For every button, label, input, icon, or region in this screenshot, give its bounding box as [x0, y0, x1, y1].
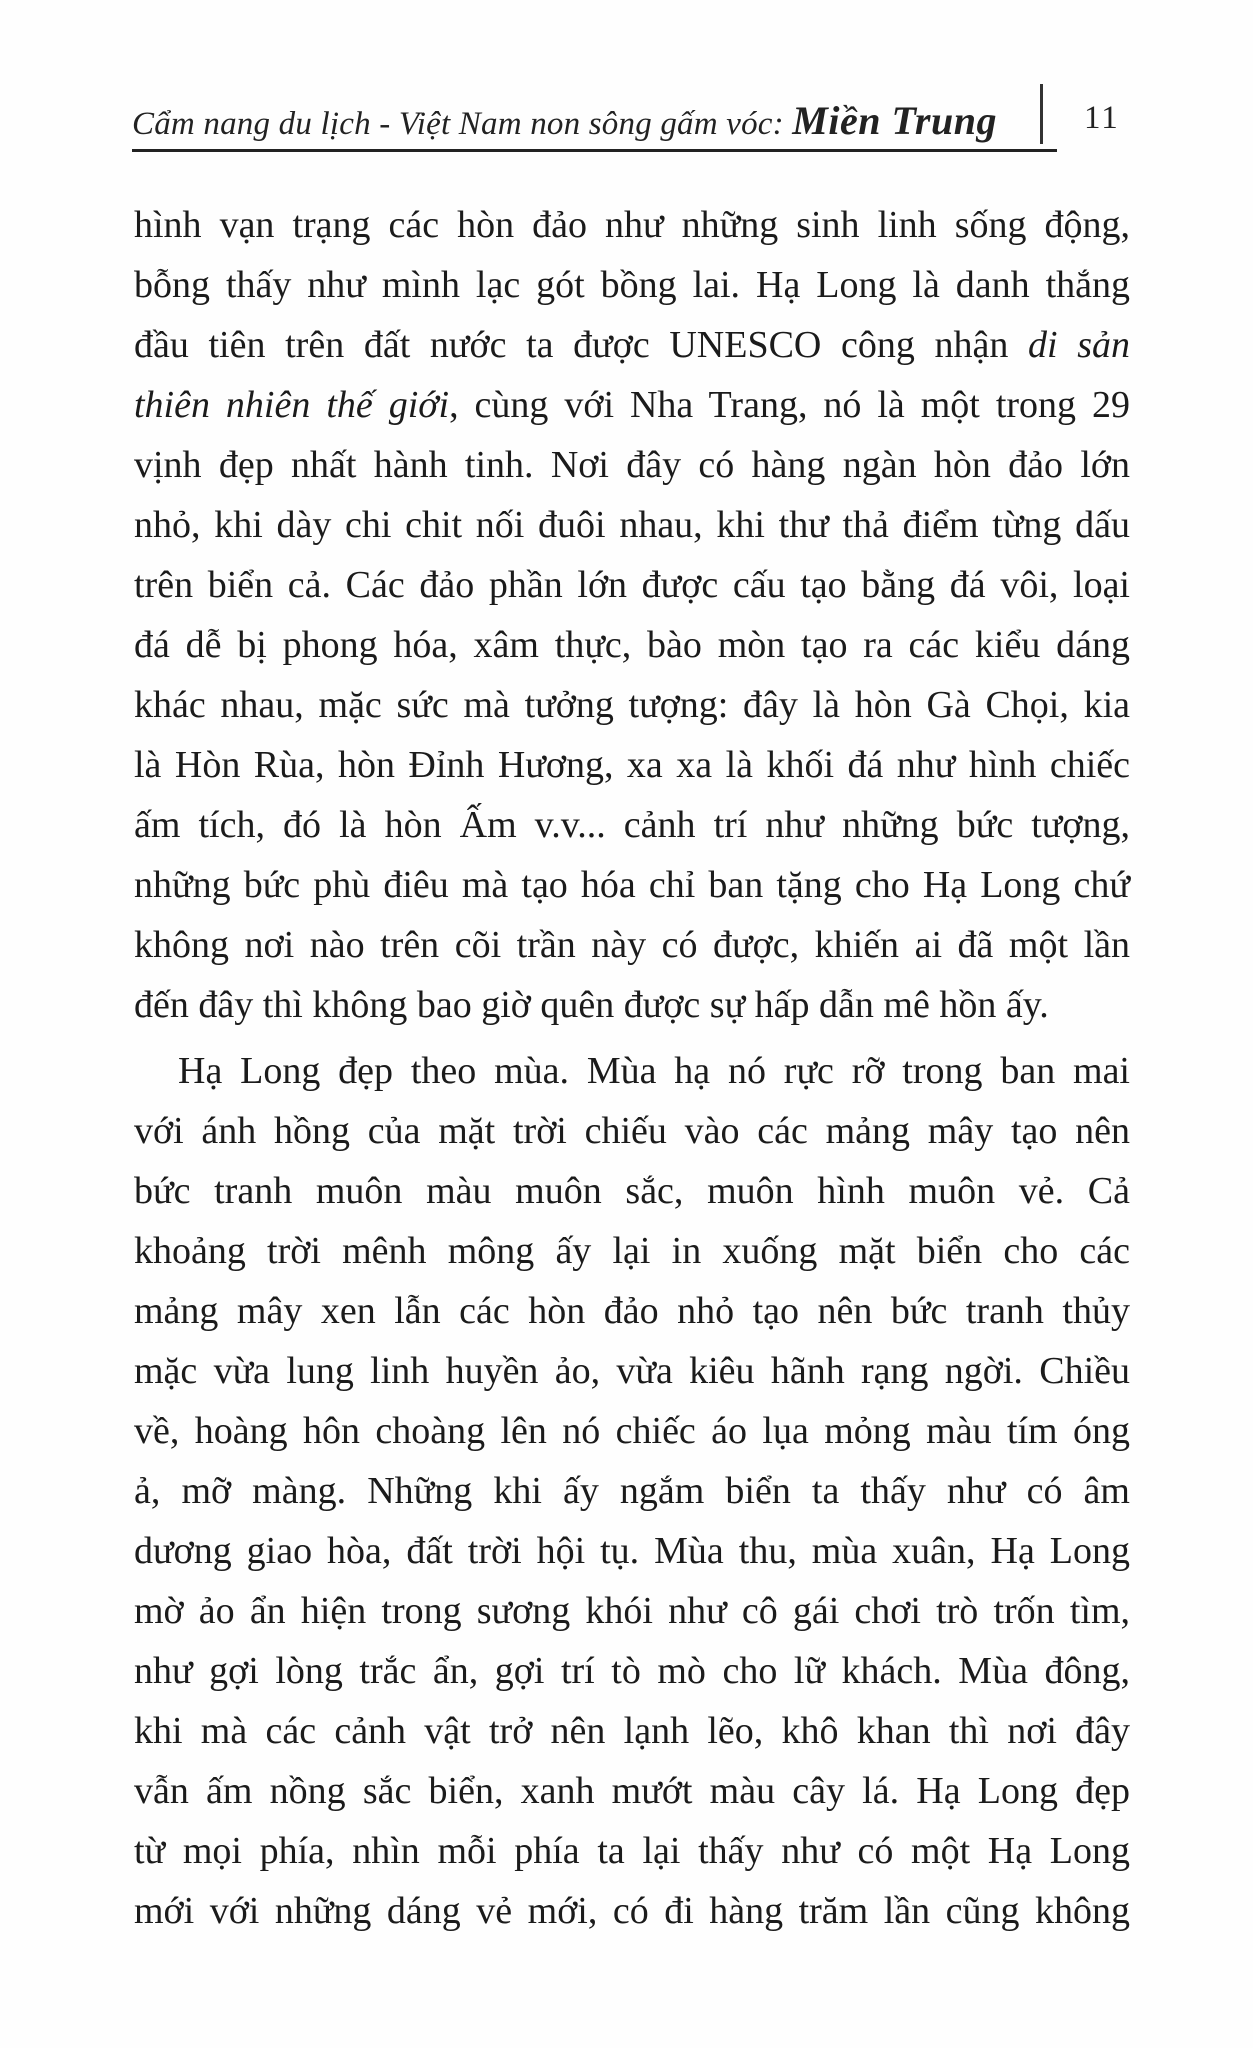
text-line — [134, 1401, 1130, 1461]
text-segment: mờ ảo ẩn hiện trong sương khói như cô gái chơi trò trốn tìm, — [134, 1590, 1130, 1632]
text-line — [134, 555, 1130, 615]
text-line — [134, 1041, 1130, 1101]
text-line — [134, 255, 1130, 315]
italic-text: di sản — [1028, 324, 1130, 366]
text-line — [134, 735, 1130, 795]
header-divider — [1040, 84, 1043, 144]
text-segment: Hạ Long đẹp theo mùa. Mùa hạ nó rực rỡ trong ban mai — [178, 1050, 1130, 1092]
text-segment: bỗng thấy như mình lạc gót bồng lai. Hạ Long là danh thắng — [134, 264, 1130, 306]
header-rule — [132, 149, 1057, 152]
text-line — [134, 975, 1130, 1035]
text-line — [134, 495, 1130, 555]
italic-text: thiên nhiên thế giới — [134, 384, 450, 426]
running-header-title-prefix: Cẩm nang du lịch - Việt Nam non sông gấm vóc: — [132, 106, 793, 142]
text-line — [134, 1881, 1130, 1941]
text-segment: khác nhau, mặc sức mà tưởng tượng: đây là hòn Gà Chọi, kia — [134, 684, 1130, 726]
text-segment: mặc vừa lung linh huyền ảo, vừa kiêu hãnh rạng ngời. Chiều — [134, 1350, 1130, 1392]
text-segment: những bức phù điêu mà tạo hóa chỉ ban tặng cho Hạ Long chứ — [134, 864, 1130, 906]
text-segment: khoảng trời mênh mông ấy lại in xuống mặt biển cho các — [134, 1230, 1130, 1272]
text-line — [134, 675, 1130, 735]
text-line — [134, 1641, 1130, 1701]
text-line — [134, 435, 1130, 495]
text-segment: không nơi nào trên cõi trần này có được, khiến ai đã một lần — [134, 924, 1130, 966]
text-segment: vẫn ấm nồng sắc biển, xanh mướt màu cây lá. Hạ Long đẹp — [134, 1770, 1130, 1812]
text-segment: nhỏ, khi dày chi chit nối đuôi nhau, khi thư thả điểm từng dấu — [134, 504, 1130, 546]
text-line — [134, 1101, 1130, 1161]
text-line — [134, 1161, 1130, 1221]
text-segment: ả, mỡ màng. Những khi ấy ngắm biển ta thấy như có âm — [134, 1470, 1130, 1512]
text-segment: hình vạn trạng các hòn đảo như những sinh linh sống động, — [134, 204, 1130, 246]
text-segment: vịnh đẹp nhất hành tinh. Nơi đây có hàng ngàn hòn đảo lớn — [134, 444, 1130, 486]
text-line — [134, 1581, 1130, 1641]
text-line — [134, 795, 1130, 855]
text-line — [134, 1821, 1130, 1881]
text-line — [134, 1701, 1130, 1761]
paragraph — [134, 195, 1130, 1035]
text-line — [134, 1221, 1130, 1281]
text-segment: mới với những dáng vẻ mới, có đi hàng trăm lần cũng không — [134, 1890, 1130, 1932]
text-segment: mảng mây xen lẫn các hòn đảo nhỏ tạo nên bức tranh thủy — [134, 1290, 1130, 1332]
text-line — [134, 855, 1130, 915]
text-segment: ấm tích, đó là hòn Ấm v.v... cảnh trí như những bức tượng, — [134, 804, 1130, 846]
text-line — [134, 1521, 1130, 1581]
text-line — [134, 915, 1130, 975]
body-text — [134, 195, 1130, 1941]
text-line — [134, 375, 1130, 435]
text-segment: từ mọi phía, nhìn mỗi phía ta lại thấy như có một Hạ Long — [134, 1830, 1130, 1872]
text-line — [134, 1761, 1130, 1821]
text-segment: đầu tiên trên đất nước ta được UNESCO công nhận — [134, 324, 1029, 366]
text-line — [134, 615, 1130, 675]
text-line — [134, 1281, 1130, 1341]
running-header-title-emphasis: Miền Trung — [792, 98, 997, 143]
running-header — [132, 96, 1062, 152]
text-segment: về, hoàng hôn choàng lên nó chiếc áo lụa mỏng màu tím óng — [134, 1410, 1130, 1452]
text-segment: đến đây thì không bao giờ quên được sự hấp dẫn mê hồn ấy. — [134, 984, 1049, 1026]
text-line — [134, 315, 1130, 375]
text-segment: khi mà các cảnh vật trở nên lạnh lẽo, khô khan thì nơi đây — [134, 1710, 1130, 1752]
running-header-title — [132, 97, 997, 144]
text-segment: bức tranh muôn màu muôn sắc, muôn hình muôn vẻ. Cả — [134, 1170, 1130, 1212]
page-number: 11 — [1084, 100, 1120, 136]
text-segment: dương giao hòa, đất trời hội tụ. Mùa thu, mùa xuân, Hạ Long — [134, 1530, 1130, 1572]
text-line — [134, 1341, 1130, 1401]
text-line — [134, 1461, 1130, 1521]
text-segment: trên biển cả. Các đảo phần lớn được cấu tạo bằng đá vôi, loại — [134, 564, 1130, 606]
text-segment: với ánh hồng của mặt trời chiếu vào các mảng mây tạo nên — [134, 1110, 1130, 1152]
text-segment: đá dễ bị phong hóa, xâm thực, bào mòn tạo ra các kiểu dáng — [134, 624, 1130, 666]
text-line — [134, 195, 1130, 255]
text-segment: , cùng với Nha Trang, nó là một trong 29 — [449, 384, 1130, 426]
text-segment: như gợi lòng trắc ẩn, gợi trí tò mò cho lữ khách. Mùa đông, — [134, 1650, 1130, 1692]
paragraph — [134, 1041, 1130, 1941]
text-segment: là Hòn Rùa, hòn Đỉnh Hương, xa xa là khối đá như hình chiếc — [134, 744, 1130, 786]
